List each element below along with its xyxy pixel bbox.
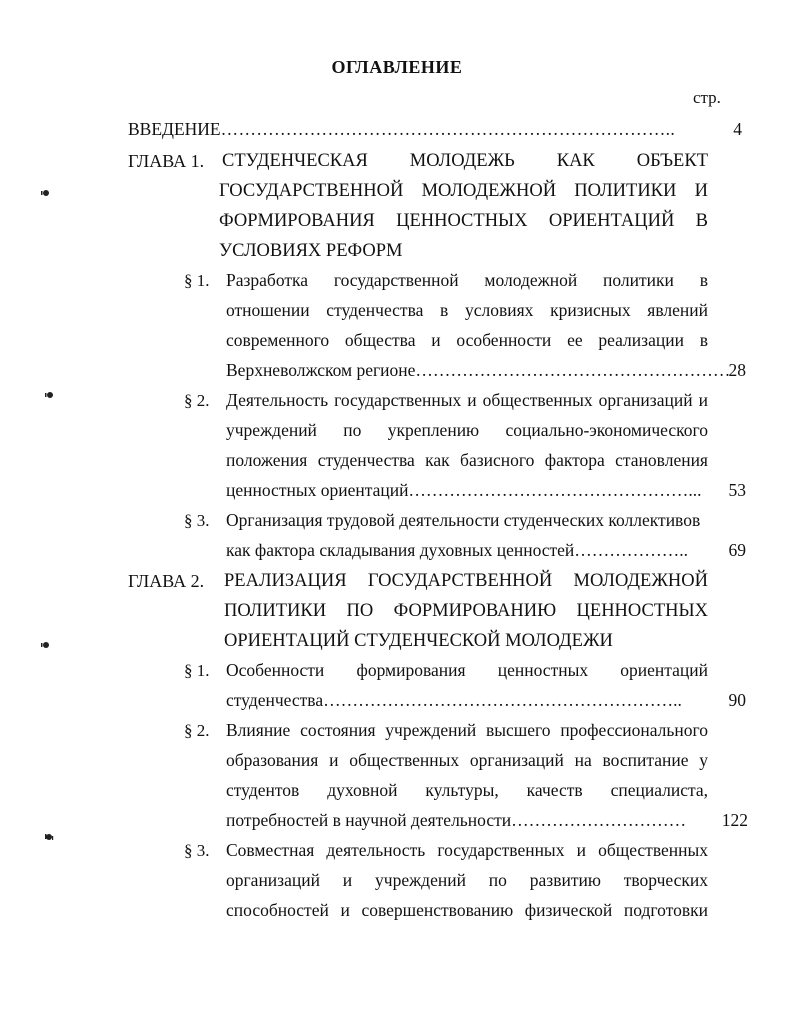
toc-page-number: 4: [733, 119, 742, 139]
section-title-line[interactable]: потребностей в научной деятельности…………………………: [226, 810, 687, 830]
chapter-title-line[interactable]: ФОРМИРОВАНИЯ ЦЕННОСТНЫХ ОРИЕНТАЦИЙ В: [219, 211, 708, 231]
section-title-line[interactable]: студенчества……………………………………………………..: [226, 690, 682, 710]
section-title-line[interactable]: способностей и совершенствованию физической подготовки: [226, 900, 708, 920]
section-title-line[interactable]: Влияние состояния учреждений высшего профессионального: [226, 720, 708, 740]
chapter-title-line[interactable]: СТУДЕНЧЕСКАЯ МОЛОДЕЖЬ КАК ОБЪЕКТ: [222, 151, 708, 171]
chapter-title-line[interactable]: ГОСУДАРСТВЕННОЙ МОЛОДЕЖНОЙ ПОЛИТИКИ И: [219, 181, 708, 201]
section-title-line[interactable]: ценностных ориентаций…………………………………………...: [226, 480, 702, 500]
section-title-line[interactable]: Совместная деятельность государственных и общественных: [226, 840, 708, 860]
chapter-label: ГЛАВА 1.: [128, 151, 205, 171]
chapter-title-line[interactable]: УСЛОВИЯХ РЕФОРМ: [219, 241, 403, 261]
section-label: § 1.: [184, 661, 210, 680]
toc-page-number: 28: [728, 360, 746, 380]
scan-mark-icon: [44, 832, 54, 842]
section-title-line[interactable]: учреждений по укреплению социально-экономического: [226, 420, 708, 440]
section-label: § 2.: [184, 391, 210, 410]
section-title-line[interactable]: Верхневолжском регионе………………………………………………: [226, 360, 731, 380]
toc-entry-intro[interactable]: [128, 121, 675, 139]
toc-page-number: 122: [721, 810, 748, 830]
page-column-label: стр.: [693, 88, 721, 107]
section-title-line[interactable]: Особенности формирования ценностных ориентаций: [226, 660, 708, 680]
chapter-title-line[interactable]: РЕАЛИЗАЦИЯ ГОСУДАРСТВЕННОЙ МОЛОДЕЖНОЙ: [224, 571, 708, 591]
section-title-line[interactable]: Организация трудовой деятельности студенческих коллективов: [226, 510, 701, 530]
section-label: § 1.: [184, 271, 210, 290]
chapter-title-line[interactable]: ОРИЕНТАЦИЙ СТУДЕНЧЕСКОЙ МОЛОДЕЖИ: [224, 631, 613, 651]
section-label: § 3.: [184, 511, 210, 530]
toc-page-number: 90: [728, 690, 746, 710]
section-title-line[interactable]: Разработка государственной молодежной политики в: [226, 270, 708, 290]
section-label: § 2.: [184, 721, 210, 740]
page-title: ОГЛАВЛЕНИЕ: [331, 57, 463, 77]
section-title-line[interactable]: отношении студенчества в условиях кризисных явлений: [226, 300, 708, 320]
section-title-line[interactable]: Деятельность государственных и общественных организаций и: [226, 390, 708, 410]
section-title-line[interactable]: как фактора складывания духовных ценностей………………..: [226, 540, 689, 560]
chapter-label: ГЛАВА 2.: [128, 571, 205, 591]
scan-mark-icon: [40, 188, 50, 198]
section-title-line[interactable]: положения студенчества как базисного фактора становления: [226, 450, 708, 470]
section-title-line[interactable]: студентов духовной культуры, качеств специалиста,: [226, 780, 708, 800]
toc-page-number: 69: [728, 540, 746, 560]
section-title-line[interactable]: образования и общественных организаций на воспитание у: [226, 750, 708, 770]
chapter-title-line[interactable]: ПОЛИТИКИ ПО ФОРМИРОВАНИЮ ЦЕННОСТНЫХ: [224, 601, 708, 621]
section-label: § 3.: [184, 841, 210, 860]
section-title-line[interactable]: современного общества и особенности ее реализации в: [226, 330, 708, 350]
section-title-line[interactable]: организаций и учреждений по развитию творческих: [226, 870, 708, 890]
toc-leader-dots: …………………………………………………………………..: [220, 119, 675, 139]
scan-mark-icon: [40, 640, 50, 650]
toc-page-number: 53: [728, 480, 746, 500]
scan-mark-icon: [44, 390, 54, 400]
toc-entry-label: ВВЕДЕНИЕ: [128, 119, 221, 139]
